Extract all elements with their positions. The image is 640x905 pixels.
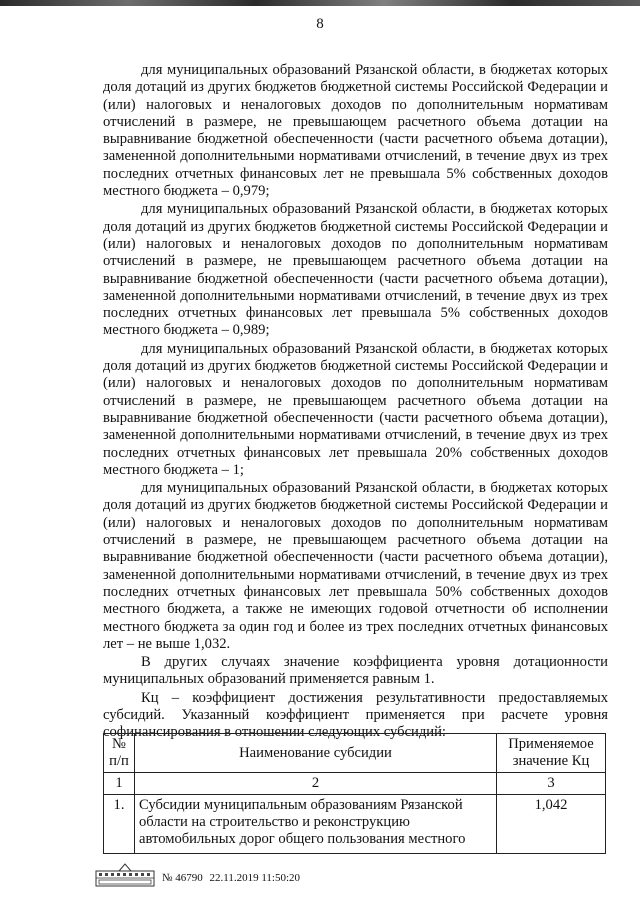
table-index-row [104,773,606,795]
paragraph-coefficient-0989: для муниципальных образований Рязанской области, в бюджетах которых доля дотаций из других бюджетов бюджетной системы Российской Федерации и (или) налоговых и неналоговых доходов по дополнительным нормативам отчислений в размере, не превышающем расчетного объема дотации на выравнивание бюджетной обеспеченности (части расчетного объема дотации), замененной дополнительными нормативами отчислений, в течение двух из трех последних отчетных финансовых лет превышала 5% собственных доходов местного бюджета – 0,989; [103,201,608,339]
doc-number: № 46790 [162,872,203,884]
header-value: Применяемое значение Кц [497,734,606,773]
paragraph-other-cases: В других случаях значение коэффициента уровня дотационности муниципальных образований применяется равным 1. [103,654,608,688]
index-cell-3: 3 [497,773,606,795]
header-num: № п/п [104,734,135,773]
row-value: 1,042 [497,795,606,854]
row-name: Субсидии муниципальным образованиям Рязанской области на строительство и реконструкцию автомобильных дорог общего пользования местного [135,795,497,854]
table-header-row [104,734,606,773]
table-row [104,795,606,854]
subsidies-table [103,733,606,854]
header-name: Наименование субсидии [135,734,497,773]
row-num: 1. [104,795,135,854]
registry-stamp-icon [95,862,155,888]
doc-datetime: 22.11.2019 11:50:20 [209,872,301,884]
paragraph-coefficient-0979: для муниципальных образований Рязанской области, в бюджетах которых доля дотаций из других бюджетов бюджетной системы Российской Федерации и (или) налоговых и неналоговых доходов по дополнительным нормативам отчислений в размере, не превышающем расчетного объема дотации на выравнивание бюджетной обеспеченности (части расчетного объема дотации), замененной дополнительными нормативами отчислений, в течение двух из трех последних отчетных финансовых лет не превышала 5% собственных доходов местного бюджета – 0,979; [103,62,608,200]
index-cell-1: 1 [104,773,135,795]
document-body [103,62,608,742]
paragraph-coefficient-1: для муниципальных образований Рязанской области, в бюджетах которых доля дотаций из других бюджетов бюджетной системы Российской Федерации и (или) налоговых и неналоговых доходов по дополнительным нормативам отчислений в размере, не превышающем расчетного объема дотации на выравнивание бюджетной обеспеченности (части расчетного объема дотации), замененной дополнительными нормативами отчислений, в течение двух из трех последних отчетных финансовых лет превышала 20% собственных доходов местного бюджета – 1; [103,340,608,478]
paragraph-kc-definition: Кц – коэффициент достижения результативности предоставляемых субсидий. Указанный коэффициент применяется при расчете уровня софинансирования в отношении следующих субсидий: [103,689,608,741]
page-number: 8 [316,16,324,32]
footer [95,862,495,892]
paragraph-coefficient-1032: для муниципальных образований Рязанской области, в бюджетах которых доля дотаций из других бюджетов бюджетной системы Российской Федерации и (или) налоговых и неналоговых доходов по дополнительным нормативам отчислений в размере, не превышающем расчетного объема дотации на выравнивание бюджетной обеспеченности (части расчетного объема дотации), замененной дополнительными нормативами отчислений, в течение двух из трех последних отчетных финансовых лет превышала 50% собственных доходов местного бюджета, а также не имеющих годовой отчетности об исполнении местного бюджета за один год и более из трех последних отчетных финансовых лет – не выше 1,032. [103,480,608,652]
index-cell-2: 2 [135,773,497,795]
scan-edge [0,0,640,6]
document-registration [162,872,304,884]
